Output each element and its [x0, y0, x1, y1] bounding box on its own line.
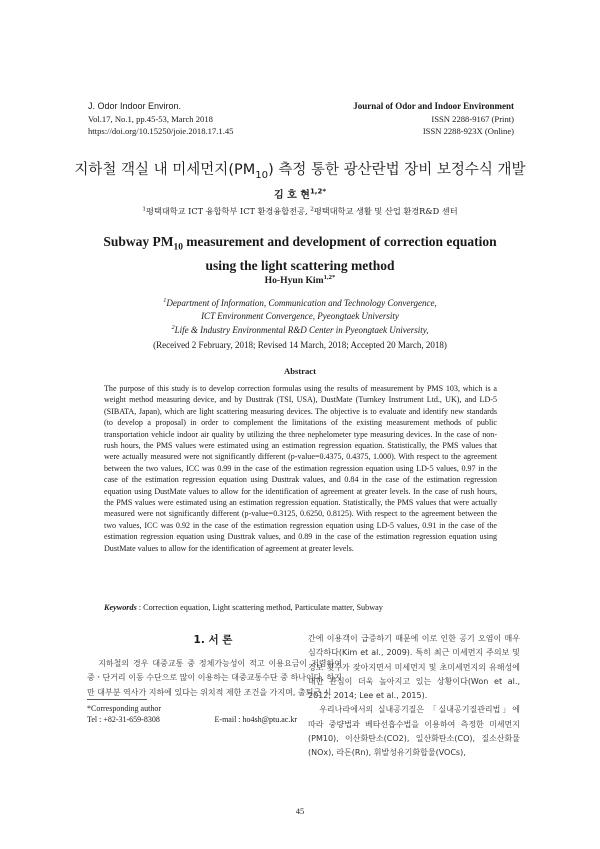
email-address[interactable]: E-mail : ho4sh@ptu.ac.kr — [214, 715, 297, 724]
issn-print: ISSN 2288-9167 (Print) — [431, 113, 514, 124]
affiliation-en-line3 — [0, 322, 600, 337]
footnote-rule — [87, 699, 147, 700]
title-english-pre: Subway PM — [103, 234, 174, 249]
keywords-text: : Correction equation, Light scattering method, Particulate matter, Subway — [136, 603, 383, 612]
doi-link[interactable]: https://doi.org/10.15250/joie.2018.17.1.45 — [88, 126, 234, 136]
affiliation-ko-2: 평택대학교 생활 및 산업 환경R&D 센터 — [313, 206, 458, 216]
title-korean-post: ) 측정 통한 광산란법 장비 보정수식 개발 — [268, 162, 526, 178]
affiliation-english — [0, 295, 600, 337]
affiliation-en-mark-1: 1 — [163, 297, 167, 304]
title-korean-pre: 지하철 객실 내 미세먼지(PM — [74, 162, 256, 178]
affiliation-ko-mark-1: 1 — [142, 206, 147, 213]
author-english — [0, 274, 600, 286]
left-column-paragraph: 지하철의 경우 대중교통 중 정체가능성이 적고 이용요금이 저렴하여 중ㆍ단거리 이동 수단으로 많이 이용하는 대중교통수단 중 하나이다. 하지만 대부분 역사가 지하에 있다는 위치적 제한 조건을 가지며, 출퇴근 시 — [87, 659, 342, 697]
affiliation-korean — [0, 206, 600, 217]
left-column — [87, 657, 342, 700]
right-column-paragraph-1: 간에 이용객이 급증하기 때문에 이로 인한 공기 오염이 매우 심각하다(Kim et al., 2009). 특히 최근 미세먼지 주의보 및 경보 횟수가 잦아지면서 미세먼지 및 초미세먼지의 유해성에 대한 관심이 더욱 높아지고 있는 상황이다(Won et al., 2012; 2014; Lee et al., 2015). — [308, 634, 520, 701]
volume-info: Vol.17, No.1, pp.45-53, March 2018 — [88, 113, 213, 124]
received-dates: (Received 2 February, 2018; Revised 14 March, 2018; Accepted 20 March, 2018) — [153, 340, 447, 350]
page-number: 45 — [295, 806, 305, 816]
journal-header-right — [353, 100, 514, 138]
keywords-label: Keywords — [104, 603, 137, 612]
affiliation-ko-mark-2: 2 — [310, 206, 314, 213]
abstract-heading: Abstract — [284, 366, 316, 376]
journal-abbrev: J. Odor Indoor Environ. — [88, 101, 182, 111]
corresponding-author-note: *Corresponding author — [87, 704, 161, 713]
author-korean-sup: 1,2* — [309, 187, 326, 196]
right-column-paragraph-2: 우리나라에서의 실내공기질은 「실내공기질관리법」에 따라 중량법과 베타선흡수법을 이용하여 측정한 미세먼지(PM10), 이산화탄소(CO2), 일산화탄소(CO), 질소산화물(NOx), 라돈(Rn), 휘발성유기화합물(VOCs), — [308, 705, 520, 758]
author-english-name: Ho-Hyun Kim — [264, 275, 324, 287]
title-korean — [0, 158, 600, 181]
title-english-sub: 10 — [173, 242, 183, 253]
affiliation-en-line2: ICT Environment Convergence, Pyeongtaek University — [201, 310, 399, 321]
author-english-sup: 1,2* — [323, 274, 336, 281]
affiliation-en-mark-2: 2 — [171, 324, 175, 332]
section-title-introduction: 1. 서 론 — [193, 634, 233, 646]
footnote — [87, 703, 297, 725]
author-korean-name: 김 호 현 — [273, 190, 310, 201]
title-korean-sub: 10 — [255, 169, 269, 181]
title-english-line1 — [0, 233, 600, 257]
affiliation-en-text-1: Department of Information, Communication and Technology Convergence, — [166, 298, 437, 308]
title-english-line2: using the light scattering method — [205, 257, 395, 273]
journal-header-left — [88, 100, 233, 138]
abstract-body: The purpose of this study is to develop correction formulas using the results of measurement by PMS 103, which is a weight method measuring device, and by Dusttrak (TSI, USA), DustMate (Turnkey Instrument Ltd., UK), and LD-5 (SIBATA, Japan), which are light scattering measuring devices. The objective is to evaluate and identify new standards (to develop a proposal) in order to complement the limitations of the existing measurement methods of public transportation vehicle indoor air quality by utilizing the three nephelometer type measuring devices. In the case of non-rush hours, the PMS values were estimated using an estimation regression equation. Statistically, the PMS values that were actually measured were not significantly different (p-value=0.4375, 0.4375, 1.000). With respect to the agreement between the two values, ICC was 0.99 in the case of the estimation regression equation using LD-5 values, 0.97 in the case of the estimation regression equation using Dusttrak values, and 0.84 in the case of the estimation regression equation using DustMate values to allow for the identification of agreement at greater levels. In the case of rush hours, the PMS values were estimated using an estimation regression equation. Statistically, the PMS values that were actually measured were not significantly different (p-value=0.3125, 0.6250, 0.8125). With respect to the agreement between the two values, ICC was 0.92 in the case of the estimation regression equation using LD-5 values, 0.91 in the case of the estimation regression equation using Dusttrak values, and 0.89 in the case of the estimation regression equation using DustMate values to allow for the identification of agreement at greater levels. — [104, 384, 497, 553]
journal-name: Journal of Odor and Indoor Environment — [353, 101, 514, 111]
author-korean — [0, 186, 600, 201]
right-column — [308, 632, 520, 761]
title-english — [0, 233, 600, 275]
title-english-line1-post: measurement and development of correction equation — [182, 234, 497, 249]
issn-online: ISSN 2288-923X (Online) — [422, 126, 514, 136]
keywords-line — [104, 603, 497, 612]
affiliation-en-line1 — [0, 295, 600, 310]
contact-row — [87, 714, 297, 725]
telephone: Tel : +82-31-659-8308 — [87, 715, 160, 724]
affiliation-ko-1: 평택대학교 ICT 융합학부 ICT 환경융합전공, — [146, 206, 311, 216]
affiliation-en-text-3: Life & Industry Environmental R&D Center in Pyeongtaek University, — [174, 325, 429, 336]
